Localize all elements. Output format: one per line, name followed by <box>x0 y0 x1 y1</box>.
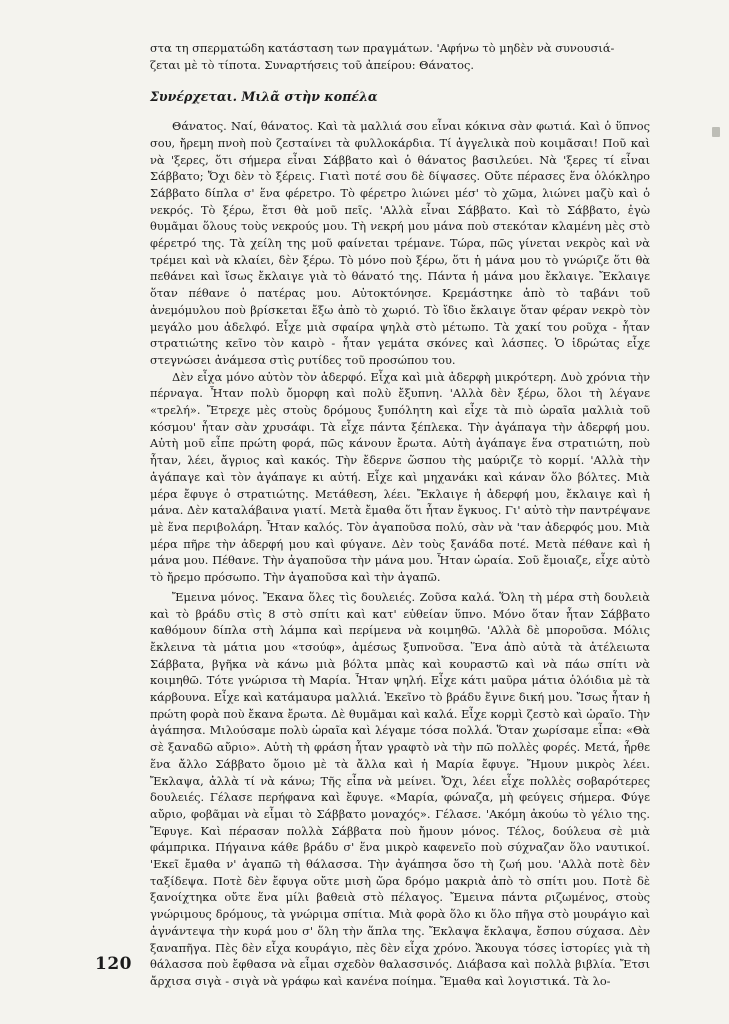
text-page <box>150 40 650 988</box>
opening-line-1: στα τη σπερματώδη κατάσταση των πραγμάτων. 'Αφήνω τὸ μηδὲν νὰ συνουσιά- <box>150 41 615 55</box>
page-edge-mark <box>712 127 720 137</box>
paragraph-2: Δὲν εἶχα μόνο αὐτὸν τὸν ἀδερφό. Εἶχα καὶ μιὰ ἀδερφὴ μικρότερη. Δυὸ χρόνια τὴν πέρναγα. Ἦταν πολὺ ὄμορφη καὶ πολὺ ἔξυπνη. 'Αλλὰ δὲν ξέρω, ὅλοι τὴ λέγανε «τρελή». Ἔτρεχε μὲς στοὺς δρόμους ξυπόλητη καὶ εἶχε τὰ πιὸ ὡραῖα μαλλιὰ τοῦ κόσμου' ἦταν σὰν χρυσάφι. Τὰ εἶχε πάντα ξέπλεκα. Τὴν ἀγάπαγα τὴν ἀδερφή μου. Αὐτὴ μοῦ εἶπε πρώτη φορά, πῶς κάνουν ἔρωτα. Αὐτὴ ἀγάπαγε ἕνα στρατιώτη, ποὺ ἦταν, λέει, ἄγριος καὶ κακός. Τὴν ἔδερνε ὥσπου τὴς μαύριζε τὸ κορμί. 'Αλλὰ τὴν ἀγάπαγε καὶ τὸν ἀγάπαγε κι αὐτή. Εἶχε καὶ μηχανάκι καὶ κάναν ὅλο βόλτες. Μιὰ μέρα ἔφυγε ὁ στρατιώτης. Μετάθεση, λέει. Ἔκλαιγε ἡ ἀδερφή μου, ἔκλαιγε καὶ ἡ μάνα. Δὲν καταλάβαινα γιατί. Μετὰ ἔμαθα ὅτι ἦταν ἔγκυος. Γι' αὐτὸ τὴν παντρέψανε μὲ ἕνα περιβολάρη. Ἦταν καλός. Τὸν ἀγαποῦσα πολύ, σὰν νὰ 'ταν ἀδερφός μου. Μιὰ μέρα πῆρε τὴν ἀδερφή μου καὶ φύγανε. Δὲν τοὺς ξανάδα ποτέ. Μετὰ πέθανε καὶ ἡ μάνα μου. Πέθανε. Τὴν ἀγαποῦσα τὴν μάνα μου. Ἦταν ὡραία. Σοῦ ἔμοιαζε, εἶχε αὐτὸ τὸ ἤρεμο πρόσωπο. Τὴν ἀγαποῦσα καὶ τὴν ἀγαπῶ. <box>150 369 650 585</box>
opening-line-2: ζεται μὲ τὸ τίποτα. Συναρτήσεις τοῦ ἀπείρου: Θάνατος. <box>150 57 474 72</box>
page-number: 120 <box>95 954 132 974</box>
paragraph-1: Θάνατος. Ναί, θάνατος. Καὶ τὰ μαλλιά σου εἶναι κόκινα σὰν φωτιά. Καὶ ὁ ὕπνος σου, ἤρεμη πνοὴ ποὺ ζεσταίνει τὰ φυλλοκάρδια. Τί ἀγγελικὰ ποὺ κοιμᾶσαι! Ποῦ καὶ νὰ 'ξερες, ὅτι σήμερα εἶναι Σάββατο καὶ ὁ θάνατος βασιλεύει. Νὰ 'ξερες τί εἶναι Σάββατο; Ὄχι δὲν τὸ ξέρεις. Γιατὶ ποτέ σου δὲ δίψασες. Οὔτε πέρασες ἕνα ὁλόκληρο Σάββατο δίπλα σ' ἕνα φέρετρο. Τὸ φέρετρο λιώνει μέσ' τὸ χῶμα, λιώνει μαζὺ καὶ ὁ νεκρός. Τὸ ξέρω, ἔτσι θὰ μοῦ πεῖς. 'Αλλὰ εἶναι Σάββατο. Καὶ τὸ Σάββατο, ἐγὼ θυμᾶμαι ὅλους τοὺς νεκρούς μου. Τὴ νεκρή μου μάνα ποὺ στεκόταν κλαμένη μὲς στὸ φέρετρό της. Τὰ χείλη της μοῦ φαίνεται τρέμανε. Τώρα, πῶς γίνεται νεκρὸς καὶ νὰ τρέμει καὶ νὰ κλαίει, δὲν ξέρω. Τὸ μόνο ποὺ ξέρω, ὅτι ἡ μάνα μου τὸ γνώριζε ὅτι θὰ πεθάνει καὶ ἴσως ἔκλαιγε γιὰ τὸ θάνατό της. Πάντα ἡ μάνα μου ἔκλαιγε. Ἔκλαιγε ὅταν πέθανε ὁ πατέρας μου. Αὐτοκτόνησε. Κρεμάστηκε ἀπὸ τὸ ταβάνι τοῦ ἀνεμόμυλου ποὺ βρίσκεται ἔξω ἀπὸ τὸ χωριό. Τὸ ἴδιο ἔκλαιγε ὅταν φέραν νεκρὸ τὸν μεγάλο μου ἀδελφό. Εἶχε μιὰ σφαίρα ψηλὰ στὸ μέτωπο. Τὰ χακί του ροῦχα - ἦταν στρατιώτης κεῖνο τὸν καιρὸ - ἦταν γεμάτα σκόνες καὶ λάσπες. Ὁ ἱδρώτας εἶχε στεγνώσει ἀνάμεσα στὶς ρυτίδες τοῦ προσώπου του. <box>150 119 650 367</box>
section-heading: Συνέρχεται. Μιλᾶ στὴν κοπέλα <box>150 89 378 105</box>
paragraph-3: Ἔμεινα μόνος. Ἔκανα ὅλες τὶς δουλειές. Ζοῦσα καλά. Ὅλη τὴ μέρα στὴ δουλειὰ καὶ τὸ βράδυ στὶς 8 στὸ σπίτι καὶ κατ' εὐθείαν ὕπνο. Μόνο ὅταν ἦταν Σάββατο καθόμουν δίπλα στὴ λάμπα καὶ περίμενα νὰ κοιμηθῶ. 'Αλλὰ δὲ μποροῦσα. Μόλις ἔκλεινα τὰ μάτια μου «τσούφ», ἀμέσως ξυπνοῦσα. Ἕνα ἀπὸ αὐτὰ τὰ ἀτέλειωτα Σάββατα, βγῆκα νὰ κάνω μιὰ βόλτα μπὰς καὶ κουραστῶ καὶ νὰ πάω σπίτι νὰ κοιμηθῶ. Τότε γνώρισα τὴ Μαρία. Ἦταν ψηλή. Εἶχε κάτι μαῦρα μάτια ὁλόιδια μὲ τὰ κάρβουνα. Εἶχε καὶ κατάμαυρα μαλλιά. Ἐκεῖνο τὸ βράδυ ἔγινε δική μου. Ἴσως ἦταν ἡ πρώτη φορὰ ποὺ ἔκανα ἔρωτα. Δὲ θυμᾶμαι καὶ καλά. Εἶχε κορμὶ ζεστὸ καὶ ὡραῖο. Τὴν ἀγάπησα. Μιλούσαμε πολὺ ὡραῖα καὶ λέγαμε τόσα πολλά. Ὅταν χωρίσαμε εἶπα: «Θὰ σὲ ξαναδῶ αὔριο». Αὐτὴ τὴ φράση ἦταν γραφτὸ νὰ τὴν πῶ πολλὲς φορές. Μετά, ἦρθε ἕνα ἄλλο Σάββατο ὅμοιο μὲ τὰ ἄλλα καὶ ἡ Μαρία ἔφυγε. Ἤμουν μικρὸς λέει. Ἔκλαψα, ἀλλὰ τί νὰ κάνω; Τῆς εἶπα νὰ μείνει. Ὄχι, λέει εἶχε πολλὲς σοβαρότερες δουλειές. Γέλασε περήφανα καὶ ἔφυγε. «Μαρία, φώναζα, μὴ φεύγεις σήμερα. Φύγε αὔριο, φοβᾶμαι νὰ εἶμαι τὸ Σάββατο μοναχός». Γέλασε. 'Ακόμη ἀκούω τὸ γέλιο της. Ἔφυγε. Καὶ πέρασαν πολλὰ Σάββατα ποὺ ἤμουν μόνος. Τέλος, δούλευα σὲ μιὰ φάμπρικα. Πήγαινα κάθε βράδυ σ' ἕνα μικρὸ καφενεῖο ποὺ σύχναζαν ὅλο ναυτικοί. 'Εκεῖ ἔμαθα ν' ἀγαπῶ τὴ θάλασσα. Τὴν ἀγάπησα ὅσο τὴ ζωή μου. 'Αλλὰ ποτὲ δὲν ταξίδεψα. Ποτὲ δὲν ἔφυγα οὔτε μισὴ ὥρα δρόμο μακριὰ ἀπὸ τὸ σπίτι μου. Ποτὲ δὲ ξανοίχτηκα οὔτε ἕνα μίλι βαθειὰ στὸ πέλαγος. Ἔμεινα πάντα ριζωμένος, στοὺς γνώριμους δρόμους, τὰ γνώριμα σπίτια. Μιὰ φορὰ ὅλο κι ὅλο πῆγα στὸ μουράγιο καὶ ἀγνάντεψα τὴν κυρά μου σ' ὅλη τὴν ἅπλα της. Ἔκλαψα ἔκλαψα, ἔσπου σύχασα. Δὲν ξαναπῆγα. Πὲς δὲν εἶχα κουράγιο, πὲς δὲν εἶχα χρόνο. Ἄκουγα τόσες ἱστορίες γιὰ τὴ θάλασσα ποὺ ἔφθασα νὰ εἶμαι σχεδὸν θαλασσινός. Διάβασα καὶ πολλὰ βιβλία. Ἔτσι ἄρχισα σιγὰ - σιγὰ νὰ γράφω καὶ κανένα ποίημα. Ἔμαθα καὶ λογιστικά. Τὰ λο- <box>150 589 650 988</box>
